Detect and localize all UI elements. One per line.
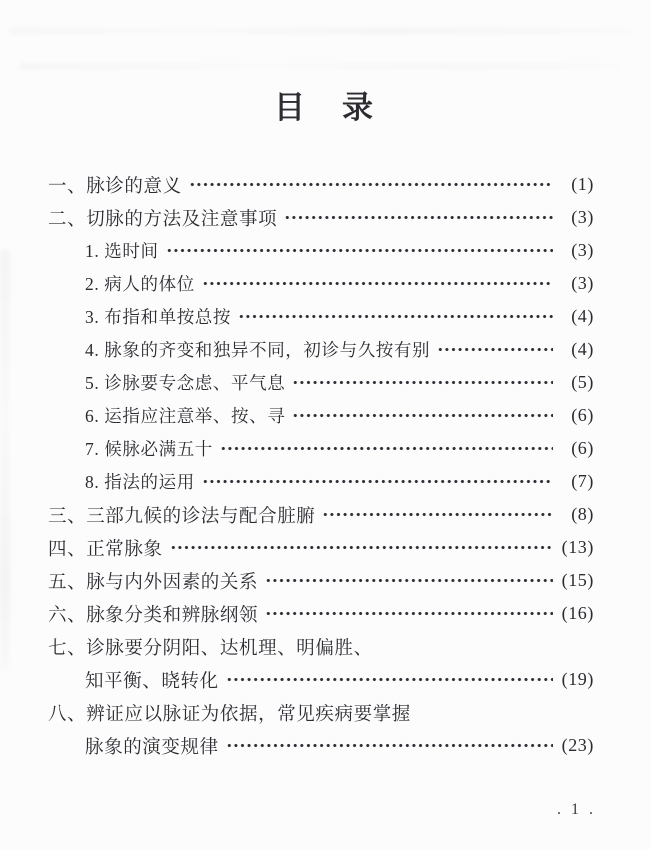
toc-dot-leader <box>202 465 553 498</box>
toc-entry <box>48 300 594 333</box>
toc-entry <box>48 168 594 201</box>
toc-dot-leader <box>265 597 553 630</box>
toc-page-number: (6) <box>571 405 594 425</box>
toc-entry <box>48 399 594 432</box>
toc-entry-label: 知平衡、晓转化 <box>85 671 219 692</box>
toc-entry <box>48 267 594 300</box>
toc-entry-label: 3. 布指和单按总按 <box>85 307 231 327</box>
toc-entry <box>48 597 594 630</box>
toc-dot-leader <box>220 432 553 465</box>
toc-dot-leader <box>292 399 553 432</box>
toc-entry <box>48 234 594 267</box>
toc-entry <box>48 432 594 465</box>
page-title: 目 录 <box>274 90 376 125</box>
toc-dot-leader <box>226 663 553 696</box>
toc-page-number: (13) <box>561 537 594 557</box>
toc-dot-leader <box>202 267 553 300</box>
toc-dot-leader <box>189 168 553 201</box>
toc-entry-label: 2. 病人的体位 <box>85 274 195 294</box>
toc-entry-label: 4. 脉象的齐变和独异不同，初诊与久按有别 <box>85 340 431 360</box>
toc-entry-label: 7. 候脉必满五十 <box>85 439 213 459</box>
toc-entry <box>48 531 594 564</box>
toc-entry-label: 五、脉与内外因素的关系 <box>48 572 259 593</box>
scan-artifact <box>20 64 620 69</box>
toc-entry-label: 一、脉诊的意义 <box>48 176 182 197</box>
toc-dot-leader <box>284 201 553 234</box>
toc-entry-label: 5. 诊脉要专念虑、平气息 <box>85 373 286 393</box>
toc-page-number: (1) <box>571 174 594 194</box>
toc-page-number: (4) <box>571 339 594 359</box>
toc-entry-label: 二、切脉的方法及注意事项 <box>48 209 278 230</box>
toc-page-number: (8) <box>571 504 594 524</box>
table-of-contents <box>48 168 594 762</box>
toc-dot-leader <box>170 531 553 564</box>
toc-entry-label: 七、诊脉要分阴阳、达机理、明偏胜、 <box>48 638 373 659</box>
toc-page-number: (3) <box>571 207 594 227</box>
toc-page-number: (4) <box>571 306 594 326</box>
toc-page-number: (7) <box>571 471 594 491</box>
toc-entry-label: 四、正常脉象 <box>48 539 163 560</box>
toc-page-number: (3) <box>571 273 594 293</box>
toc-dot-leader <box>437 333 553 366</box>
toc-entry <box>48 696 594 729</box>
toc-dot-leader <box>238 300 553 333</box>
toc-dot-leader <box>166 234 553 267</box>
scan-artifact <box>0 250 10 670</box>
toc-dot-leader <box>265 564 553 597</box>
scan-artifact <box>10 28 630 34</box>
footer-page-number: . 1 . <box>557 801 596 818</box>
toc-page-number: (5) <box>571 372 594 392</box>
toc-entry-label: 六、脉象分类和辨脉纲领 <box>48 605 259 626</box>
toc-page-number: (19) <box>561 669 594 689</box>
toc-entry-label: 三、三部九候的诊法与配合脏腑 <box>48 506 316 527</box>
toc-entry-continuation <box>48 663 594 696</box>
toc-dot-leader <box>292 366 553 399</box>
toc-entry <box>48 630 594 663</box>
toc-entry-continuation <box>48 729 594 762</box>
toc-entry-label: 八、辨证应以脉证为依据，常见疾病要掌握 <box>48 704 411 725</box>
toc-page-number: (16) <box>561 603 594 623</box>
toc-page-number: (23) <box>561 735 594 755</box>
toc-page-number: (6) <box>571 438 594 458</box>
toc-page-number: (15) <box>561 570 594 590</box>
toc-entry <box>48 465 594 498</box>
toc-entry-label: 8. 指法的运用 <box>85 472 195 492</box>
toc-entry-label: 脉象的演变规律 <box>85 737 219 758</box>
toc-entry-label: 6. 运指应注意举、按、寻 <box>85 406 286 426</box>
toc-entry <box>48 564 594 597</box>
toc-entry <box>48 498 594 531</box>
toc-page-number: (3) <box>571 240 594 260</box>
toc-entry <box>48 333 594 366</box>
toc-dot-leader <box>322 498 553 531</box>
toc-entry <box>48 201 594 234</box>
toc-entry <box>48 366 594 399</box>
toc-dot-leader <box>226 729 553 762</box>
toc-entry-label: 1. 选时间 <box>85 241 159 261</box>
